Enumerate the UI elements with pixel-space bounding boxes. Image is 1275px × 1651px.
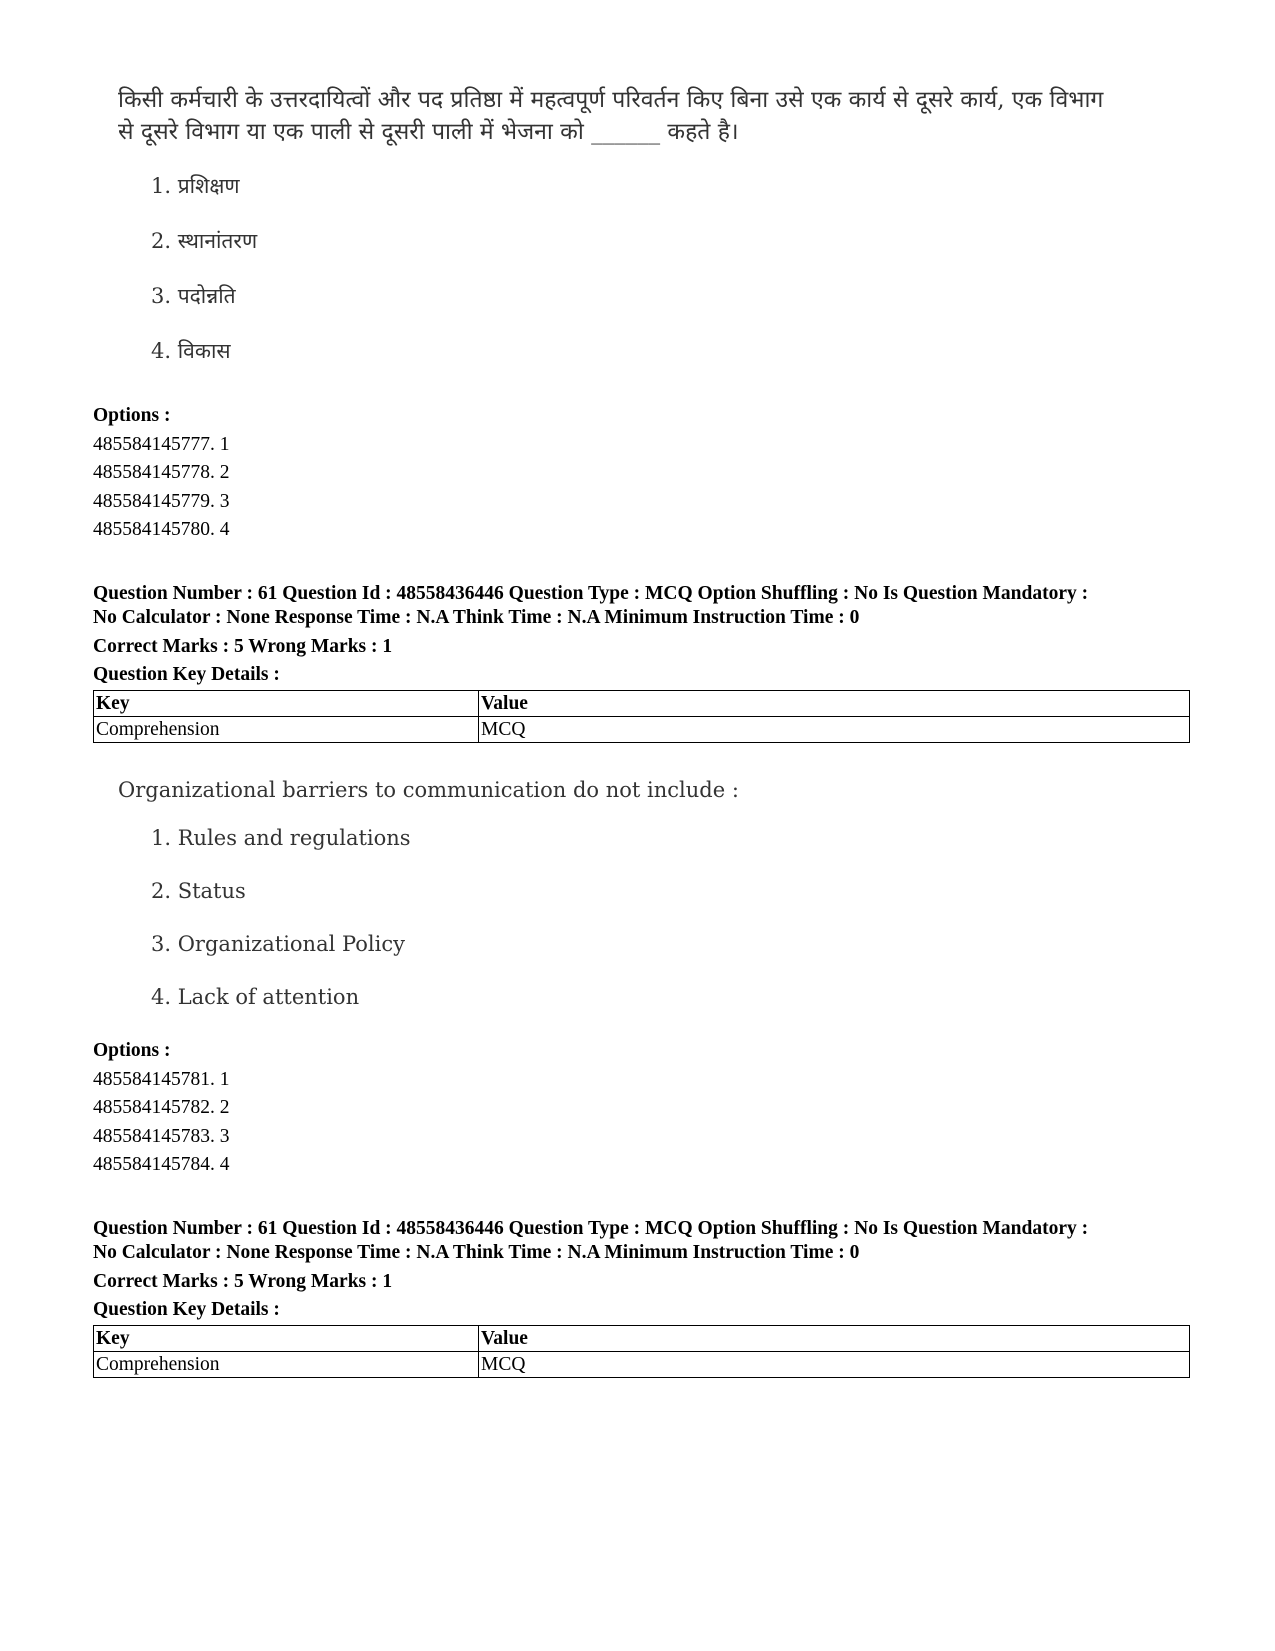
options-heading: Options : — [93, 405, 171, 426]
table-cell: MCQ — [479, 1352, 1190, 1378]
question-meta-line: Question Number : 61 Question Id : 48558436446 Question Type : MCQ Option Shuffling : No Is Question Mandatory : — [93, 1218, 1089, 1239]
marks-line: Correct Marks : 5 Wrong Marks : 1 — [93, 1271, 393, 1292]
choice-2: 2. Status — [151, 879, 246, 903]
option-id: 485584145777. 1 — [93, 433, 230, 455]
question-stem: किसी कर्मचारी के उत्तरदायित्वों और पद प्रतिष्ठा में महत्वपूर्ण परिवर्तन किए बिना उसे एक कार्य से दूसरे कार्य, एक विभाग से दूसरे विभाग या एक पाली से दूसरी पाली में भेजना को ______ कहते है। — [118, 87, 1104, 145]
marks-line: Correct Marks : 5 Wrong Marks : 1 — [93, 636, 393, 657]
option-id: 485584145780. 4 — [93, 519, 230, 540]
options-block-2 — [93, 1037, 230, 1180]
table-row — [94, 717, 1190, 743]
option-id: 485584145784. 4 — [93, 1154, 230, 1175]
option-id: 485584145782. 2 — [93, 1097, 230, 1118]
table-row — [94, 1352, 1190, 1378]
choice-3: 3. पदोन्नति — [151, 284, 236, 308]
options-block-1 — [93, 402, 230, 545]
table-header-row — [94, 1326, 1190, 1352]
option-id: 485584145779. 3 — [93, 490, 230, 512]
question-image-hindi — [118, 84, 1118, 384]
question-meta — [93, 1217, 1193, 1265]
choice-4: 4. विकास — [151, 339, 231, 363]
question-meta-line: Question Number : 61 Question Id : 48558436446 Question Type : MCQ Option Shuffling : No Is Question Mandatory : — [93, 583, 1089, 604]
table-cell: MCQ — [479, 717, 1190, 743]
option-id: 485584145778. 2 — [93, 462, 230, 483]
table-header-key: Key — [94, 1326, 479, 1352]
key-details-heading: Question Key Details : — [93, 664, 280, 685]
choice-2: 2. स्थानांतरण — [151, 229, 258, 253]
question-stem: Organizational barriers to communication do not include : — [118, 778, 739, 802]
question-meta — [93, 582, 1193, 630]
key-details-table — [93, 1325, 1190, 1378]
choice-1: 1. Rules and regulations — [151, 826, 411, 850]
table-header-value: Value — [479, 1326, 1190, 1352]
table-cell: Comprehension — [94, 717, 479, 743]
option-id: 485584145781. 1 — [93, 1068, 230, 1090]
key-details-heading: Question Key Details : — [93, 1299, 280, 1320]
question-image-english — [118, 776, 818, 1016]
table-cell: Comprehension — [94, 1352, 479, 1378]
options-heading: Options : — [93, 1040, 171, 1061]
choice-1: 1. प्रशिक्षण — [151, 174, 240, 198]
option-id: 485584145783. 3 — [93, 1125, 230, 1147]
table-header-key: Key — [94, 691, 479, 717]
question-meta-line: No Calculator : None Response Time : N.A Think Time : N.A Minimum Instruction Time : 0 — [93, 1242, 860, 1263]
choice-3: 3. Organizational Policy — [151, 932, 405, 956]
table-header-row — [94, 691, 1190, 717]
question-meta-line: No Calculator : None Response Time : N.A Think Time : N.A Minimum Instruction Time : 0 — [93, 607, 860, 628]
choice-4: 4. Lack of attention — [151, 985, 360, 1009]
table-header-value: Value — [479, 691, 1190, 717]
key-details-table — [93, 690, 1190, 743]
